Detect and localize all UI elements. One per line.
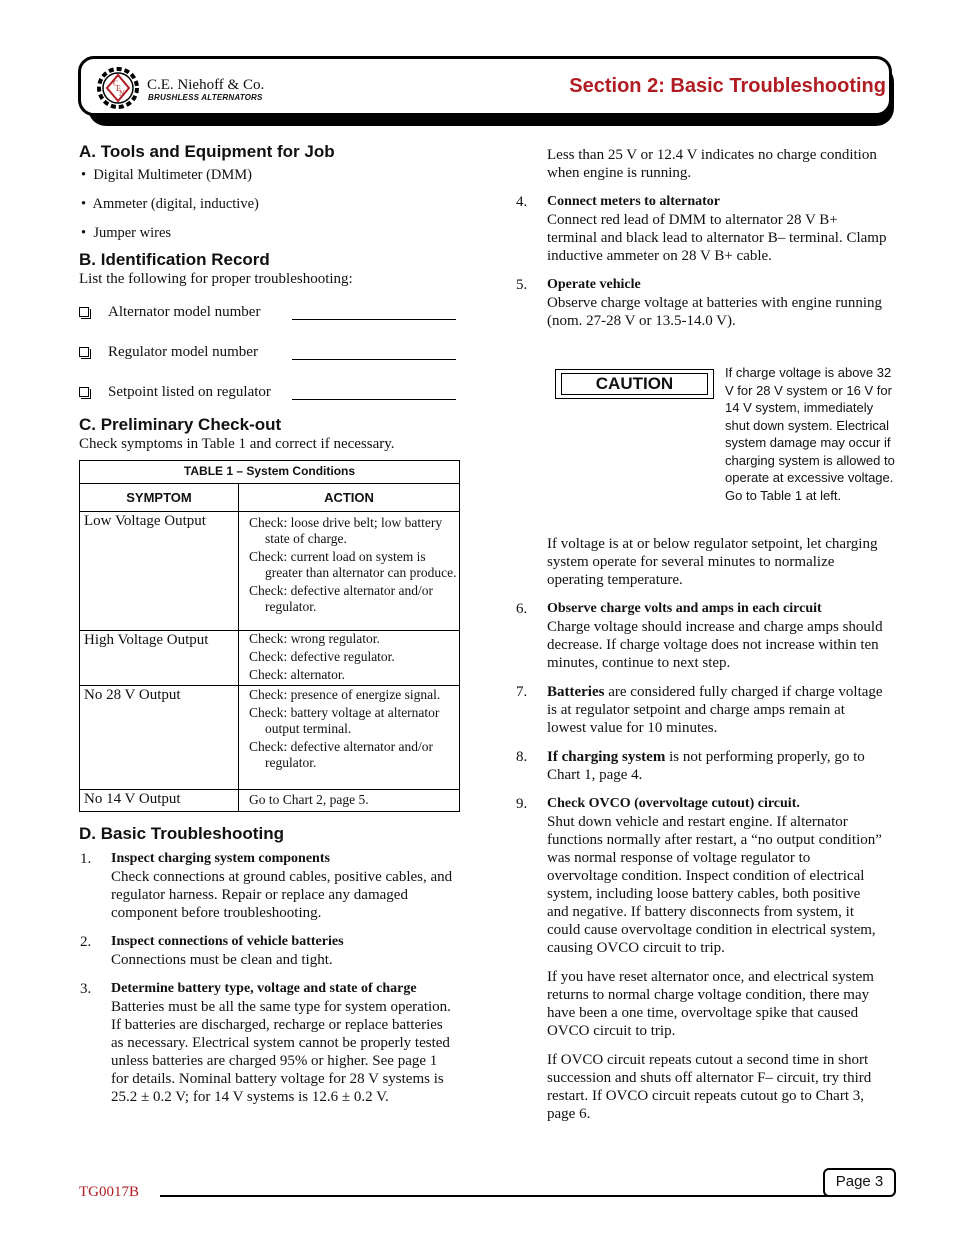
list-item: • Ammeter (digital, inductive)	[81, 196, 259, 212]
step-7: 7. Batteries are considered fully charged if charge voltage is at regulator setpoint and charge amps remain at lowest value for 10 minutes.	[516, 684, 883, 736]
step-6: 6. Observe charge volts and amps in each circuit Charge voltage should increase and charge amps should decrease. If charge voltage does not increase within ten minutes, continue to next step.	[516, 601, 883, 671]
list-item: • Digital Multimeter (DMM)	[81, 167, 252, 183]
action-item: Check: battery voltage at alternator output terminal.	[249, 705, 440, 736]
footer-rule	[160, 1195, 850, 1197]
step-5: 5. Operate vehicle Observe charge voltage at batteries with engine running (nom. 27-28 V or 13.5-14.0 V).	[516, 277, 883, 329]
step-9: 9. Check OVCO (overvoltage cutout) circuit. Shut down vehicle and restart engine. If alternator functions normally after restart, a “no output condition” was normal response of voltage regulator to overvoltage condition. Inspect condition of electrical system, including loose battery cables, both positive and negative. If battery disconnects from system, it could cause overvoltage condition in electrical system, causing OVCO circuit to trip.	[516, 796, 882, 956]
caution-label: CAUTION	[561, 373, 708, 395]
write-in-line[interactable]	[292, 304, 456, 320]
caution-text: If charge voltage is above 32 V for 28 V system or 16 V for 14 V system, immediately shut down system. Electrical system damage may occur if charging system is allowed to operate at excessive voltage. Go to Table 1 at left.	[725, 365, 895, 503]
step-8: 8. If charging system is not performing properly, go to Chart 1, page 4.	[516, 749, 865, 783]
caution-box	[555, 369, 714, 399]
checkbox-icon[interactable]	[79, 307, 89, 317]
section-title: Section 2: Basic Troubleshooting	[569, 75, 886, 97]
table-row: Low Voltage Output Check: loose drive belt; low battery state of charge. Check: current load on system is greater than alternator can produce. Check: defective alternator and/or regulator.	[80, 512, 460, 631]
step-1: 1. Inspect charging system components Check connections at ground cables, positive cables, and regulator harness. Repair or replace any damaged component before troubleshooting.	[80, 851, 453, 921]
heading-preliminary: C. Preliminary Check-out	[79, 415, 282, 434]
action-item: Check: current load on system is greater than alternator can produce.	[249, 549, 457, 580]
col-header-symptom: SYMPTOM	[80, 484, 239, 512]
step-4: 4. Connect meters to alternator Connect red lead of DMM to alternator 28 V B+ terminal and black lead to alternator B– terminal. Clamp inductive ammeter on 28 V B+ cable.	[516, 194, 887, 264]
reset-note: If you have reset alternator once, and electrical system returns to normal charge voltage condition, there may have been a one time, overvoltage spike that caused OVCO circuit to trip.	[547, 969, 874, 1039]
logo-letter-c: C	[113, 79, 119, 88]
right-column-lower	[515, 535, 895, 1123]
action-item: Check: presence of energize signal.	[249, 687, 441, 702]
list-item: • Jumper wires	[81, 225, 172, 241]
identification-intro: List the following for proper troubleshooting:	[79, 271, 353, 287]
system-conditions-table	[79, 460, 460, 812]
left-column	[79, 142, 460, 453]
step-3: 3. Determine battery type, voltage and state of charge Batteries must be all the same type for system operation. If batteries are discharged, recharge or replace batteries as necessary. Electrical system cannot be properly tested unless batteries are charged 95% or higher. See page 1 for details. Nominal battery voltage for 28 V systems is 25.2 ± 0.2 V; for 14 V systems is 12.6 ± 0.2 V.	[80, 981, 451, 1105]
heading-basic-troubleshooting: D. Basic Troubleshooting	[79, 824, 284, 843]
action-item: Check: defective alternator and/or regulator.	[249, 583, 434, 614]
logo-letter-e: E	[116, 84, 121, 93]
table-row: No 28 V Output Check: presence of energize signal. Check: battery voltage at alternator output terminal. Check: defective alternator and/or regulator.	[80, 686, 460, 790]
table-caption: TABLE 1 – System Conditions	[80, 461, 460, 484]
logo-letter-n: N	[119, 89, 125, 98]
record-regulator-model[interactable]: Regulator model number	[79, 344, 460, 362]
record-setpoint[interactable]: Setpoint listed on regulator	[79, 384, 460, 402]
document-id: TG0017B	[79, 1184, 139, 1200]
record-alternator-model[interactable]: Alternator model number	[79, 304, 460, 322]
checkbox-icon[interactable]	[79, 347, 89, 357]
action-item: Check: loose drive belt; low battery state of charge.	[249, 515, 443, 546]
step-2: 2. Inspect connections of vehicle batteries Connections must be clean and tight.	[80, 934, 344, 968]
col-header-action: ACTION	[239, 484, 460, 512]
action-item: Go to Chart 2, page 5.	[249, 792, 369, 807]
table-row: High Voltage Output Check: wrong regulator. Check: defective regulator. Check: alternator.	[80, 631, 460, 686]
right-column	[515, 146, 895, 330]
action-item: Check: wrong regulator.	[249, 631, 380, 646]
page-number: Page 3	[823, 1168, 896, 1197]
checkbox-icon[interactable]	[79, 387, 89, 397]
basic-troubleshooting	[79, 824, 460, 1106]
action-item: Check: defective regulator.	[249, 649, 395, 664]
write-in-line[interactable]	[292, 344, 456, 360]
table-row: No 14 V Output Go to Chart 2, page 5.	[80, 790, 460, 812]
preliminary-intro: Check symptoms in Table 1 and correct if necessary.	[79, 436, 395, 452]
heading-tools: A. Tools and Equipment for Job	[79, 142, 335, 161]
no-charge-note: Less than 25 V or 12.4 V indicates no charge condition when engine is running.	[547, 147, 877, 181]
niehoff-logo	[96, 66, 140, 110]
setpoint-note: If voltage is at or below regulator setpoint, let charging system operate for several minutes to normalize operating temperature.	[547, 536, 878, 588]
company-tagline: BRUSHLESS ALTERNATORS	[148, 93, 263, 102]
action-item: Check: alternator.	[249, 667, 345, 682]
repeat-cutout-note: If OVCO circuit repeats cutout a second time in short succession and shuts off alternator F– circuit, try third restart. If OVCO circuit repeats cutout go to Chart 3, page 6.	[547, 1052, 872, 1122]
write-in-line[interactable]	[292, 384, 456, 400]
action-item: Check: defective alternator and/or regulator.	[249, 739, 434, 770]
heading-identification: B. Identification Record	[79, 250, 270, 269]
company-name: C.E. Niehoff & Co.	[147, 77, 265, 93]
